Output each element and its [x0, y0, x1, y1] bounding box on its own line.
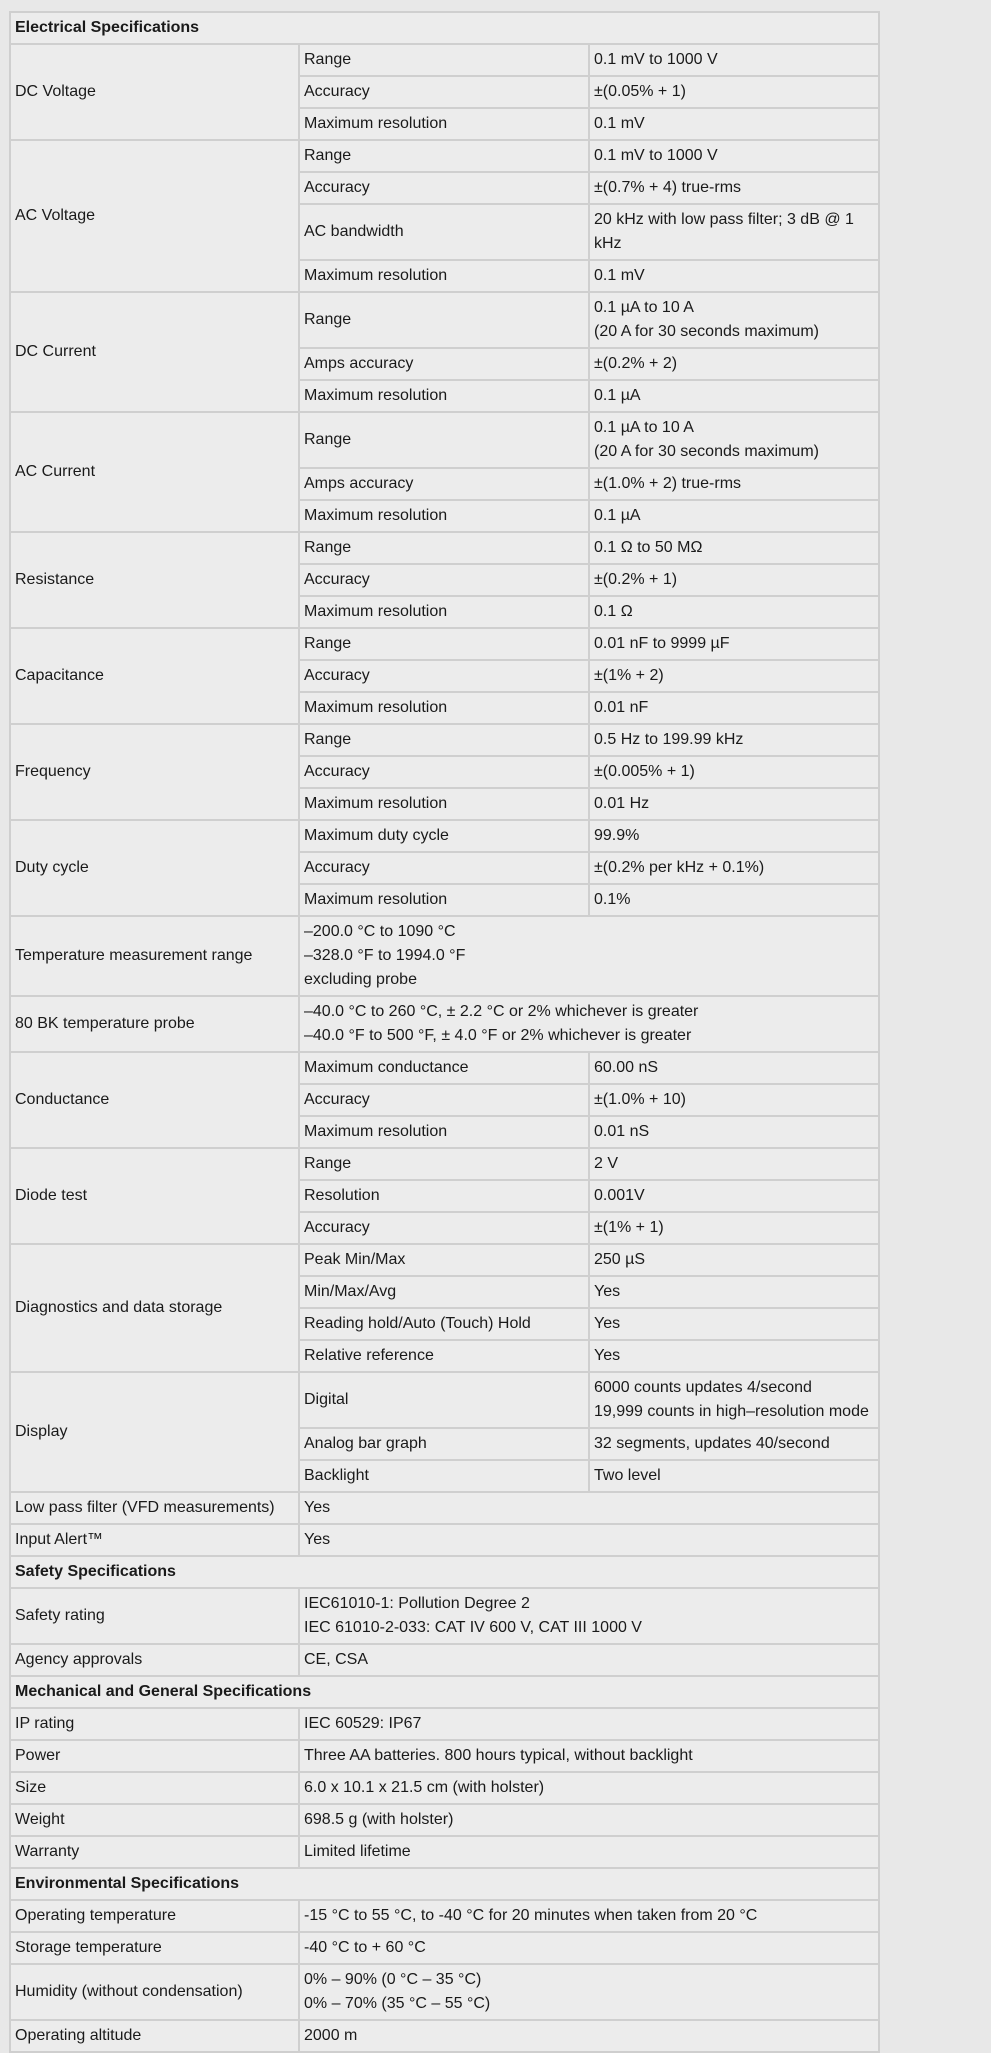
table-row [10, 1772, 879, 1804]
spec-value [299, 996, 879, 1052]
spec-value: 0.01 nS [589, 1116, 879, 1148]
spec-label-resistance: Resistance [10, 532, 299, 628]
spec-sub-label: Maximum resolution [299, 1116, 589, 1148]
spec-sub-label: Accuracy [299, 660, 589, 692]
table-row [10, 996, 879, 1052]
spec-sub-label: Resolution [299, 1180, 589, 1212]
spec-value: Yes [589, 1340, 879, 1372]
text-line: 0% – 90% (0 °C – 35 °C) [304, 1971, 482, 1988]
spec-value: 0.1% [589, 884, 879, 916]
text-line: excluding probe [304, 971, 417, 988]
spec-label-weight: Weight [10, 1804, 299, 1836]
spec-value: 0.1 mV to 1000 V [589, 44, 879, 76]
spec-sub-label: Maximum resolution [299, 884, 589, 916]
spec-label-ac-voltage: AC Voltage [10, 140, 299, 292]
spec-sub-label: Range [299, 44, 589, 76]
spec-value: 0.01 nF [589, 692, 879, 724]
spec-value: ±(0.005% + 1) [589, 756, 879, 788]
spec-sub-label: Accuracy [299, 1212, 589, 1244]
spec-sub-label: Amps accuracy [299, 348, 589, 380]
spec-value: Yes [589, 1308, 879, 1340]
spec-sub-label: Range [299, 724, 589, 756]
spec-sub-label: Accuracy [299, 76, 589, 108]
spec-sub-label: Maximum resolution [299, 788, 589, 820]
spec-value: 0.01 nF to 9999 µF [589, 628, 879, 660]
spec-value: 0.5 Hz to 199.99 kHz [589, 724, 879, 756]
spec-label-ip-rating: IP rating [10, 1708, 299, 1740]
section-header-row [10, 1556, 879, 1588]
spec-value: ±(1.0% + 10) [589, 1084, 879, 1116]
table-row [10, 44, 879, 76]
spec-label-ac-current: AC Current [10, 412, 299, 532]
spec-value: ±(1% + 2) [589, 660, 879, 692]
spec-value: 0.1 mV [589, 260, 879, 292]
spec-value: 20 kHz with low pass filter; 3 dB @ 1 kHz [589, 204, 879, 260]
text-line: –328.0 °F to 1994.0 °F [304, 947, 466, 964]
table-row [10, 1836, 879, 1868]
spec-value: -40 °C to + 60 °C [299, 1932, 879, 1964]
table-row [10, 1244, 879, 1276]
table-row [10, 1804, 879, 1836]
table-row [10, 724, 879, 756]
spec-value: 60.00 nS [589, 1052, 879, 1084]
spec-value: ±(0.05% + 1) [589, 76, 879, 108]
text-line: IEC61010-1: Pollution Degree 2 [304, 1595, 530, 1612]
spec-label-safety-rating: Safety rating [10, 1588, 299, 1644]
table-row [10, 1372, 879, 1428]
spec-value: 0.1 µA [589, 500, 879, 532]
spec-value: Three AA batteries. 800 hours typical, without backlight [299, 1740, 879, 1772]
spec-value: 0.1 Ω [589, 596, 879, 628]
specifications-body [10, 12, 879, 2052]
spec-label-capacitance: Capacitance [10, 628, 299, 724]
specifications-table [9, 11, 880, 2053]
spec-label-frequency: Frequency [10, 724, 299, 820]
spec-sub-label: Maximum conductance [299, 1052, 589, 1084]
table-row [10, 628, 879, 660]
spec-value: 99.9% [589, 820, 879, 852]
spec-sub-label: Range [299, 292, 589, 348]
spec-sub-label: Analog bar graph [299, 1428, 589, 1460]
section-header-row [10, 1676, 879, 1708]
spec-value: 32 segments, updates 40/second [589, 1428, 879, 1460]
spec-value [589, 292, 879, 348]
spec-value: 6.0 x 10.1 x 21.5 cm (with holster) [299, 1772, 879, 1804]
table-row [10, 1740, 879, 1772]
spec-sub-label: Peak Min/Max [299, 1244, 589, 1276]
text-line: 19,999 counts in high–resolution mode [594, 1403, 869, 1420]
section-header-row [10, 1868, 879, 1900]
spec-label-operating-altitude: Operating altitude [10, 2020, 299, 2052]
spec-value: 0.1 µA [589, 380, 879, 412]
spec-sub-label: Maximum resolution [299, 380, 589, 412]
spec-sub-label: Maximum resolution [299, 692, 589, 724]
spec-sub-label: Backlight [299, 1460, 589, 1492]
spec-label-80-bk-temperature-probe: 80 BK temperature probe [10, 996, 299, 1052]
section-title-environmental-specifications: Environmental Specifications [10, 1868, 879, 1900]
spec-sub-label: Accuracy [299, 756, 589, 788]
spec-value: CE, CSA [299, 1644, 879, 1676]
spec-sub-label: Maximum duty cycle [299, 820, 589, 852]
spec-sub-label: Range [299, 628, 589, 660]
spec-value [299, 1588, 879, 1644]
spec-label-diagnostics-and-data-storage: Diagnostics and data storage [10, 1244, 299, 1372]
text-line: –40.0 °F to 500 °F, ± 4.0 °F or 2% whichever is greater [304, 1027, 692, 1044]
spec-value: 0.1 mV [589, 108, 879, 140]
spec-sub-label: Min/Max/Avg [299, 1276, 589, 1308]
spec-value: Yes [299, 1524, 879, 1556]
spec-value: ±(1% + 1) [589, 1212, 879, 1244]
spec-sub-label: Reading hold/Auto (Touch) Hold [299, 1308, 589, 1340]
table-row [10, 532, 879, 564]
spec-sub-label: Maximum resolution [299, 108, 589, 140]
text-line: –200.0 °C to 1090 °C [304, 923, 456, 940]
spec-value: Yes [589, 1276, 879, 1308]
spec-label-dc-current: DC Current [10, 292, 299, 412]
spec-value: ±(0.2% + 1) [589, 564, 879, 596]
spec-sub-label: Range [299, 140, 589, 172]
spec-sub-label: AC bandwidth [299, 204, 589, 260]
spec-sub-label: Range [299, 532, 589, 564]
spec-value: 0.01 Hz [589, 788, 879, 820]
text-line: 0.1 µA to 10 A [594, 419, 694, 436]
spec-value: 0.1 mV to 1000 V [589, 140, 879, 172]
spec-value: Limited lifetime [299, 1836, 879, 1868]
spec-value: 2000 m [299, 2020, 879, 2052]
spec-label-dc-voltage: DC Voltage [10, 44, 299, 140]
section-title-safety-specifications: Safety Specifications [10, 1556, 879, 1588]
spec-value: IEC 60529: IP67 [299, 1708, 879, 1740]
table-row [10, 292, 879, 348]
spec-value [299, 916, 879, 996]
spec-label-power: Power [10, 1740, 299, 1772]
text-line: 6000 counts updates 4/second [594, 1379, 812, 1396]
table-row [10, 820, 879, 852]
spec-label-diode-test: Diode test [10, 1148, 299, 1244]
text-line: IEC 61010-2-033: CAT IV 600 V, CAT III 1000 V [304, 1619, 642, 1636]
spec-label-warranty: Warranty [10, 1836, 299, 1868]
spec-value: Yes [299, 1492, 879, 1524]
spec-label-low-pass-filter-vfd-measurements: Low pass filter (VFD measurements) [10, 1492, 299, 1524]
spec-value [589, 1372, 879, 1428]
table-row [10, 140, 879, 172]
table-row [10, 916, 879, 996]
table-row [10, 1964, 879, 2020]
table-row [10, 2020, 879, 2052]
spec-label-display: Display [10, 1372, 299, 1492]
spec-value: 250 µS [589, 1244, 879, 1276]
table-row [10, 1052, 879, 1084]
section-title-mechanical-and-general-specifications: Mechanical and General Specifications [10, 1676, 879, 1708]
spec-sub-label: Accuracy [299, 172, 589, 204]
spec-sub-label: Range [299, 412, 589, 468]
spec-value: ±(1.0% + 2) true-rms [589, 468, 879, 500]
spec-sub-label: Accuracy [299, 852, 589, 884]
spec-value: 0.001V [589, 1180, 879, 1212]
spec-sub-label: Accuracy [299, 1084, 589, 1116]
text-line: (20 A for 30 seconds maximum) [594, 323, 819, 340]
table-row [10, 1492, 879, 1524]
spec-label-humidity-without-condensation: Humidity (without condensation) [10, 1964, 299, 2020]
text-line: (20 A for 30 seconds maximum) [594, 443, 819, 460]
spec-label-temperature-measurement-range: Temperature measurement range [10, 916, 299, 996]
spec-sub-label: Accuracy [299, 564, 589, 596]
table-row [10, 1524, 879, 1556]
spec-value [299, 1964, 879, 2020]
spec-label-agency-approvals: Agency approvals [10, 1644, 299, 1676]
spec-label-operating-temperature: Operating temperature [10, 1900, 299, 1932]
spec-sub-label: Amps accuracy [299, 468, 589, 500]
table-row [10, 1708, 879, 1740]
spec-sub-label: Maximum resolution [299, 260, 589, 292]
section-header-row [10, 12, 879, 44]
spec-sub-label: Digital [299, 1372, 589, 1428]
spec-value [589, 412, 879, 468]
table-row [10, 1148, 879, 1180]
spec-label-size: Size [10, 1772, 299, 1804]
spec-value: 0.1 Ω to 50 MΩ [589, 532, 879, 564]
spec-label-storage-temperature: Storage temperature [10, 1932, 299, 1964]
spec-sub-label: Range [299, 1148, 589, 1180]
table-row [10, 412, 879, 468]
spec-value: ±(0.2% + 2) [589, 348, 879, 380]
spec-value: ±(0.7% + 4) true-rms [589, 172, 879, 204]
spec-label-conductance: Conductance [10, 1052, 299, 1148]
spec-sub-label: Relative reference [299, 1340, 589, 1372]
text-line: 0.1 µA to 10 A [594, 299, 694, 316]
section-title-electrical-specifications: Electrical Specifications [10, 12, 879, 44]
table-row [10, 1644, 879, 1676]
text-line: 0% – 70% (35 °C – 55 °C) [304, 1995, 491, 2012]
spec-sub-label: Maximum resolution [299, 596, 589, 628]
spec-value: 2 V [589, 1148, 879, 1180]
table-row [10, 1932, 879, 1964]
spec-value: -15 °C to 55 °C, to -40 °C for 20 minutes when taken from 20 °C [299, 1900, 879, 1932]
spec-label-input-alert: Input Alert™ [10, 1524, 299, 1556]
text-line: –40.0 °C to 260 °C, ± 2.2 °C or 2% whichever is greater [304, 1003, 699, 1020]
spec-value: ±(0.2% per kHz + 0.1%) [589, 852, 879, 884]
table-row [10, 1588, 879, 1644]
spec-value: Two level [589, 1460, 879, 1492]
spec-value: 698.5 g (with holster) [299, 1804, 879, 1836]
spec-sub-label: Maximum resolution [299, 500, 589, 532]
table-row [10, 1900, 879, 1932]
spec-label-duty-cycle: Duty cycle [10, 820, 299, 916]
